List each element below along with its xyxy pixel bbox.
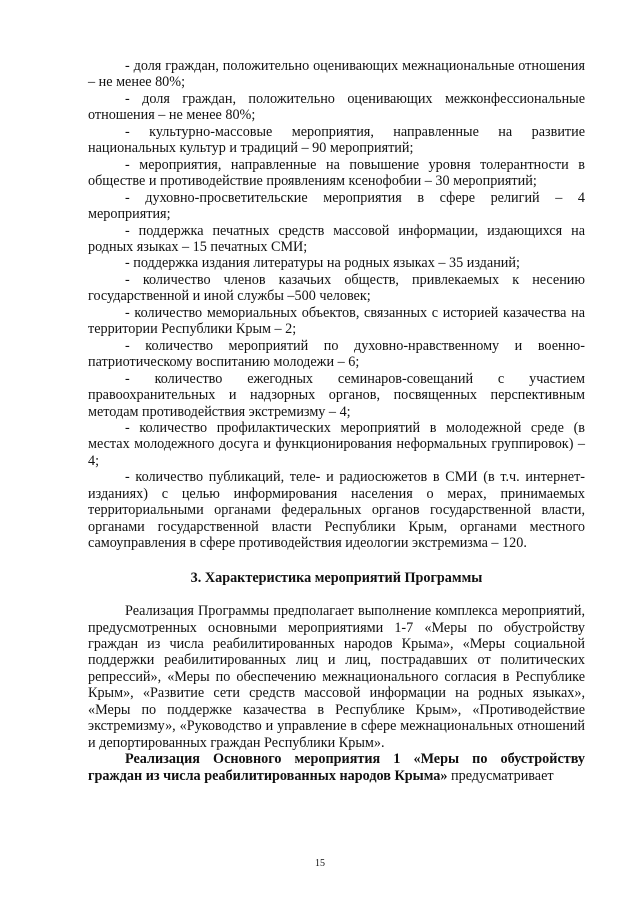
list-item: - количество членов казачьих обществ, привлекаемых к несению государственной и иной службы –500 человек; xyxy=(88,271,585,305)
page-number: 15 xyxy=(315,858,325,869)
activity-1-title: Реализация Основного мероприятия 1 «Меры по обустройству граждан из числа реабилитированных народов Крыма» xyxy=(88,751,585,784)
document-page xyxy=(88,58,585,784)
activity-1-continuation: предусматривает xyxy=(447,767,554,784)
section-paragraph: Реализация Программы предполагает выполнение комплекса мероприятий, предусмотренных основными мероприятиями 1-7 «Меры по обустройству граждан из числа реабилитированных народов Крыма», «Меры социальной поддержки реабилитированных лиц и лиц, пострадавших от политических репрессий», «Меры по обеспечению межнационального согласия в Республике Крым», «Развитие сети средств массовой информации на родных языках», «Меры по поддержке казачества в Республике Крым», «Противодействие экстремизму», «Руководство и управление в сфере межнациональных отношений и депортированных граждан Республики Крым». xyxy=(88,603,585,751)
list-item: - мероприятия, направленные на повышение уровня толерантности в обществе и противодействие проявлениям ксенофобии – 30 мероприятий; xyxy=(88,156,585,190)
list-item: - количество публикаций, теле- и радиосюжетов в СМИ (в т.ч. интернет-изданиях) с целью информирования населения о мерах, принимаемых территориальными органами федеральных органов государственной власти, органами государственной власти Республики Крым, органами местного самоуправления в сфере противодействия идеологии экстремизма – 120. xyxy=(88,469,585,552)
list-item: - количество мероприятий по духовно-нравственному и военно-патриотическому воспитанию молодежи – 6; xyxy=(88,337,585,371)
list-item: - доля граждан, положительно оценивающих межнациональные отношения – не менее 80%; xyxy=(88,58,585,91)
target-indicators-list xyxy=(88,58,585,552)
list-item: - поддержка издания литературы на родных языках – 35 изданий; xyxy=(125,255,520,272)
section-heading: 3. Характеристика мероприятий Программы xyxy=(190,569,483,586)
list-item: - количество профилактических мероприятий в молодежной среде (в местах молодежного досуга и функционирования неформальных группировок) – 4; xyxy=(88,419,585,469)
activity-1-paragraph xyxy=(88,751,585,784)
list-item: - культурно-массовые мероприятия, направленные на развитие национальных культур и традиций – 90 мероприятий; xyxy=(88,123,585,157)
list-item: - количество ежегодных семинаров-совещаний с участием правоохранительных и надзорных органов, посвященных перспективным методам противодействия экстремизму – 4; xyxy=(88,370,585,420)
list-item: - духовно-просветительские мероприятия в сфере религий – 4 мероприятия; xyxy=(88,189,585,223)
list-item: - поддержка печатных средств массовой информации, издающихся на родных языках – 15 печатных СМИ; xyxy=(88,222,585,255)
list-item: - доля граждан, положительно оценивающих межконфессиональные отношения – не менее 80%; xyxy=(88,90,585,124)
list-item: - количество мемориальных объектов, связанных с историей казачества на территории Республики Крым – 2; xyxy=(88,304,585,338)
